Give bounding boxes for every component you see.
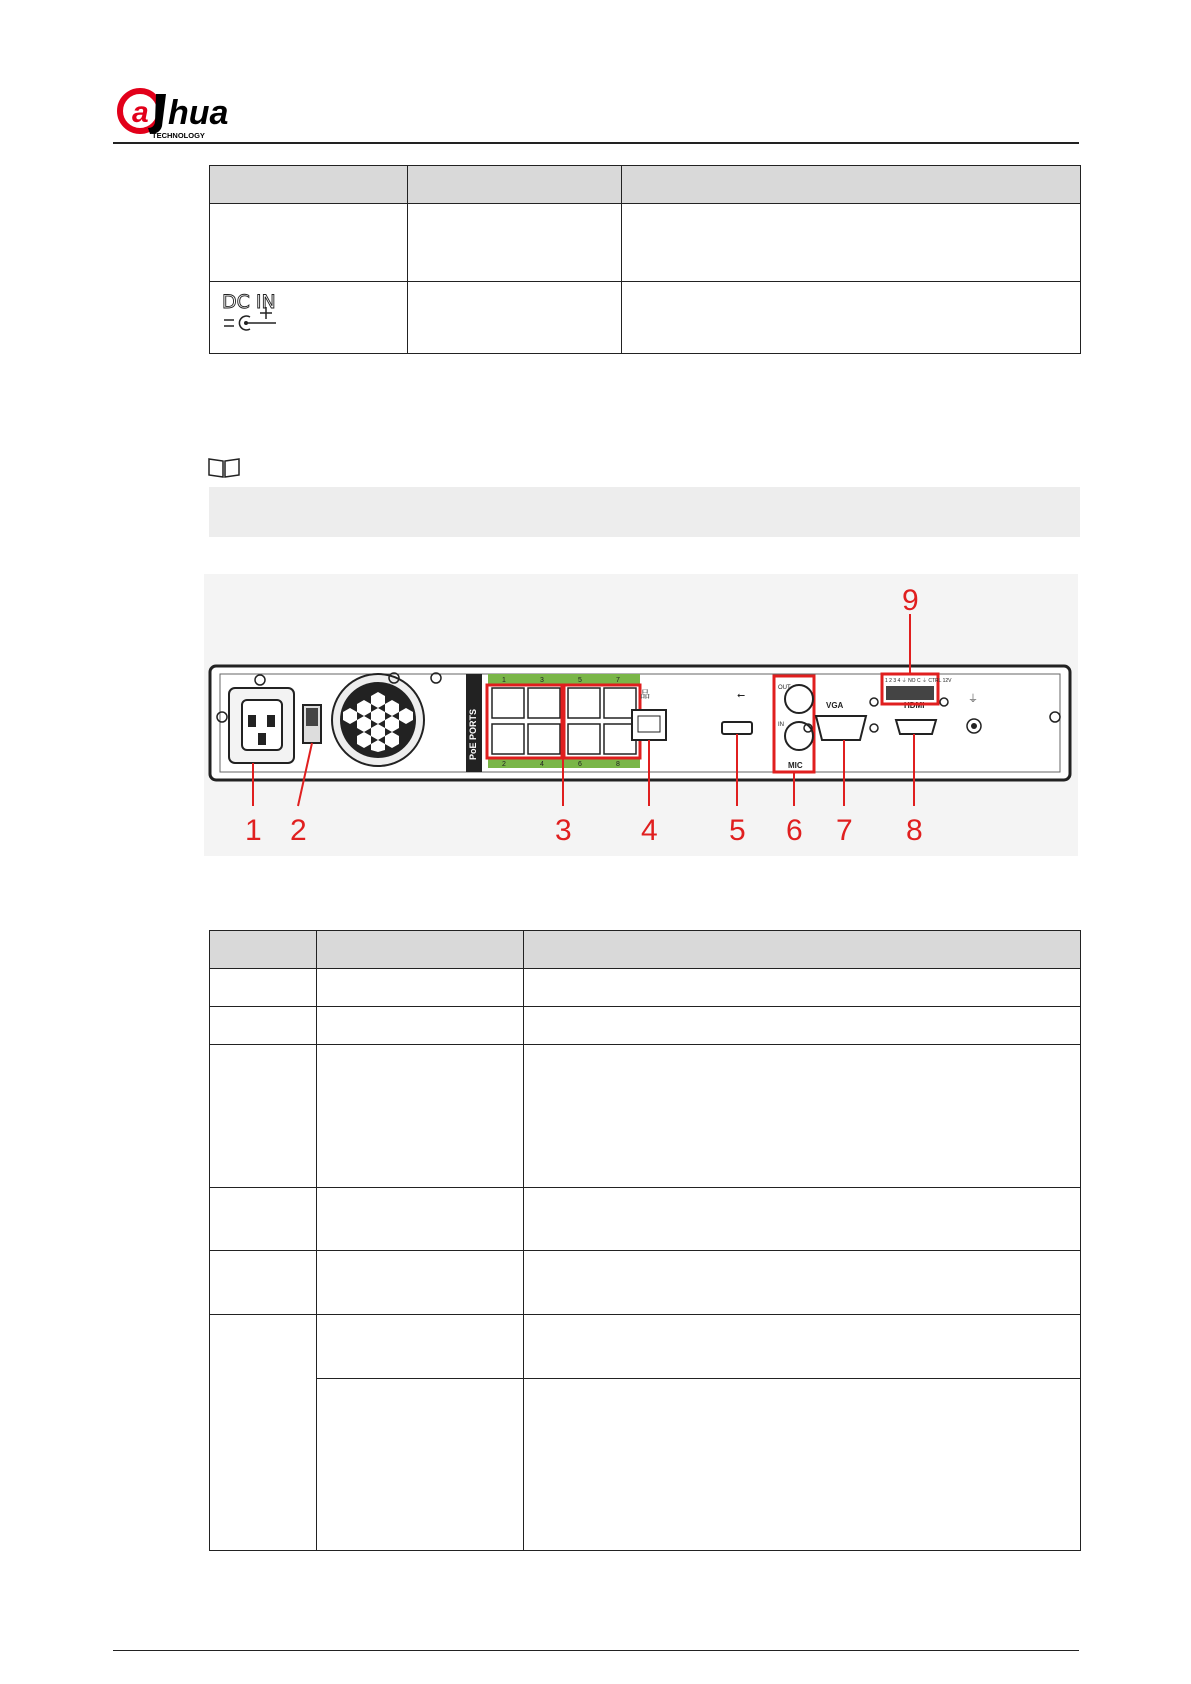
fan-grille-icon xyxy=(332,674,424,766)
table-row xyxy=(210,1045,1081,1188)
callout-9: 9 xyxy=(902,584,919,617)
dahua-logo xyxy=(112,84,272,140)
svg-text:7: 7 xyxy=(616,677,620,684)
table-row xyxy=(210,204,1081,282)
table-cell xyxy=(210,969,317,1007)
svg-text:VGA: VGA xyxy=(826,701,844,710)
table-cell xyxy=(524,969,1081,1007)
table-cell xyxy=(408,282,622,354)
table-cell xyxy=(317,969,524,1007)
table-cell xyxy=(317,1251,524,1315)
table-cell xyxy=(622,282,1081,354)
svg-text:1 2 3 4 ⏚ NO C ⏚ CTRL 12V: 1 2 3 4 ⏚ NO C ⏚ CTRL 12V xyxy=(885,678,952,684)
table-header-row xyxy=(210,166,1081,204)
callout-8: 8 xyxy=(906,814,923,847)
table-cell xyxy=(210,1315,317,1551)
dc-in-label: DC IN xyxy=(222,291,276,313)
svg-text:4: 4 xyxy=(540,761,544,768)
svg-text:HDMI: HDMI xyxy=(904,701,925,710)
header-rule xyxy=(113,142,1079,144)
power-switch-icon xyxy=(303,705,321,743)
svg-text:1: 1 xyxy=(502,677,506,684)
callout-6: 6 xyxy=(786,814,803,847)
table-header-cell xyxy=(317,931,524,969)
table-cell xyxy=(524,1315,1081,1379)
table-row xyxy=(210,1251,1081,1315)
svg-text:hua: hua xyxy=(168,94,229,132)
table-header-cell xyxy=(210,931,317,969)
table-cell xyxy=(408,204,622,282)
table-cell xyxy=(524,1007,1081,1045)
table-cell xyxy=(524,1379,1081,1551)
table-cell xyxy=(210,1007,317,1045)
callout-3: 3 xyxy=(555,814,572,847)
table-cell xyxy=(317,1007,524,1045)
svg-text:8: 8 xyxy=(616,761,620,768)
svg-text:⭠: ⭠ xyxy=(737,690,745,701)
svg-text:MIC: MIC xyxy=(788,761,803,770)
svg-text:品: 品 xyxy=(640,690,650,701)
poe-label: PoE PORTS xyxy=(468,708,478,760)
svg-text:OUT: OUT xyxy=(778,685,791,691)
callout-1: 1 xyxy=(245,814,262,847)
logo-tagline: TECHNOLOGY xyxy=(152,131,205,140)
book-icon xyxy=(207,457,241,479)
table-header-cell xyxy=(524,931,1081,969)
table-row xyxy=(210,1315,1081,1379)
table-cell xyxy=(210,282,408,354)
footer-rule xyxy=(113,1650,1079,1651)
table-row xyxy=(210,282,1081,354)
table-header-cell xyxy=(622,166,1081,204)
rear-panel-table xyxy=(209,930,1081,1551)
callout-4: 4 xyxy=(641,814,658,847)
power-socket-icon xyxy=(229,688,294,763)
table-row xyxy=(210,969,1081,1007)
svg-text:6: 6 xyxy=(578,761,582,768)
table-cell xyxy=(622,204,1081,282)
table-header-row xyxy=(210,931,1081,969)
table-cell xyxy=(210,1045,317,1188)
table-header-cell xyxy=(210,166,408,204)
table-cell xyxy=(210,1188,317,1251)
table-cell xyxy=(317,1188,524,1251)
table-row xyxy=(210,1007,1081,1045)
table-cell xyxy=(317,1315,524,1379)
table-cell xyxy=(317,1045,524,1188)
table-cell xyxy=(524,1045,1081,1188)
callout-7: 7 xyxy=(836,814,853,847)
table-cell xyxy=(210,1251,317,1315)
svg-text:3: 3 xyxy=(540,677,544,684)
callout-5: 5 xyxy=(729,814,746,847)
table-header-cell xyxy=(408,166,622,204)
dc-in-icon xyxy=(220,290,290,336)
rear-panel-figure xyxy=(204,574,1078,856)
svg-text:5: 5 xyxy=(578,677,582,684)
table-cell xyxy=(524,1251,1081,1315)
table-cell xyxy=(210,204,408,282)
table-cell xyxy=(524,1188,1081,1251)
table-cell xyxy=(317,1379,524,1551)
front-panel-table xyxy=(209,165,1081,354)
svg-text:IN: IN xyxy=(778,722,784,728)
callout-2: 2 xyxy=(290,814,307,847)
svg-text:⏚: ⏚ xyxy=(968,694,978,705)
note-box xyxy=(209,487,1080,537)
table-row xyxy=(210,1188,1081,1251)
svg-text:2: 2 xyxy=(502,761,506,768)
svg-text:a: a xyxy=(132,96,149,129)
table-row xyxy=(210,1379,1081,1551)
